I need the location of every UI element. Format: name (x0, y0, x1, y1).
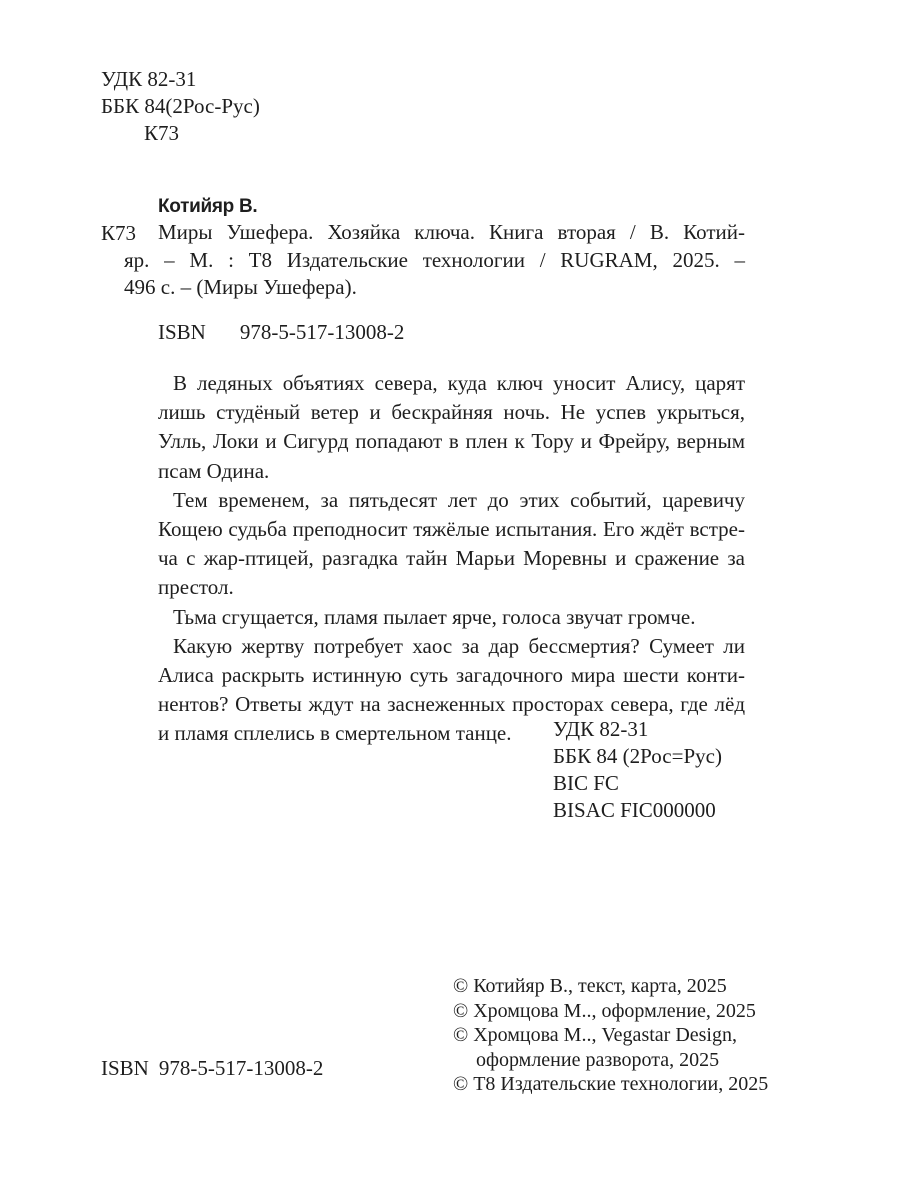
bbk-code: ББК 84(2Рос-Рус) (101, 94, 260, 118)
bbk-code: ББК 84 (2Рос=Рус) (553, 744, 722, 768)
annotation-line: лишь студёный ветер и бескрайняя ночь. Не успев укрыться, (158, 400, 745, 425)
annotation-line: Тем временем, за пятьдесят лет до этих событий, царевичу (173, 487, 745, 512)
isbn-number: 978-5-517-13008-2 (158, 1056, 324, 1080)
udk-code: УДК 82-31 (101, 67, 197, 91)
bibliographic-description (124, 219, 745, 302)
author-name: Котийяр В. (158, 196, 258, 217)
header-codes (101, 66, 260, 147)
annotation-line: Улль, Локи и Сигурд попадают в плен к Тору и Фрейру, верным (158, 429, 745, 454)
footer-isbn (101, 1056, 323, 1081)
shelf-mark: К73 (101, 221, 137, 245)
isbn-number: 978-5-517-13008-2 (239, 320, 405, 344)
annotation-line: псам Одина. (158, 458, 270, 483)
biblio-line: Миры Ушефера. Хозяйка ключа. Книга вторая / В. Котий- (158, 220, 745, 244)
annotation-line: престол. (158, 575, 234, 600)
isbn-label: ISBN (101, 1056, 149, 1080)
annotation-line: Алиса раскрыть истинную суть загадочного мира шести конти- (158, 663, 745, 688)
annotation (158, 369, 745, 749)
annotation-line: ча с жар-птицей, разгадка тайн Марьи Моревны и сражение за (158, 546, 745, 571)
annotation-line: Кощею судьба преподносит тяжёлые испытания. Его ждёт встре- (158, 517, 745, 542)
copyright-notices (453, 974, 768, 1097)
annotation-line: Какую жертву потребует хаос за дар бессмертия? Сумеет ли (173, 633, 745, 658)
copyright-line: © Т8 Издательские технологии, 2025 (453, 1073, 769, 1095)
annotation-line: В ледяных объятиях севера, куда ключ уносит Алису, царят (173, 371, 745, 395)
annotation-line: нентов? Ответы ждут на заснеженных просторах севера, где лёд (158, 692, 745, 717)
isbn-record (158, 320, 404, 345)
udk-code: УДК 82-31 (553, 717, 649, 741)
annotation-line: и пламя сплелись в смертельном танце. (158, 721, 512, 746)
bic-code: BIC FC (553, 771, 619, 795)
copyright-line: © Хромцова М.., Vegastar Design, (453, 1024, 737, 1046)
copyright-line: © Котийяр В., текст, карта, 2025 (453, 975, 727, 997)
classification-codes (553, 716, 722, 824)
bisac-code: BISAC FIC000000 (553, 798, 716, 822)
author-mark: К73 (144, 121, 180, 145)
biblio-line: 496 с. – (Миры Ушефера). (124, 275, 357, 299)
annotation-line: Тьма сгущается, пламя пылает ярче, голоса звучат громче. (173, 604, 696, 629)
biblio-line: яр. – М. : Т8 Издательские технологии / RUGRAM, 2025. – (124, 247, 745, 272)
copyright-line: © Хромцова М.., оформление, 2025 (453, 999, 756, 1022)
copyright-line: оформление разворота, 2025 (476, 1048, 720, 1071)
isbn-label: ISBN (158, 320, 206, 344)
